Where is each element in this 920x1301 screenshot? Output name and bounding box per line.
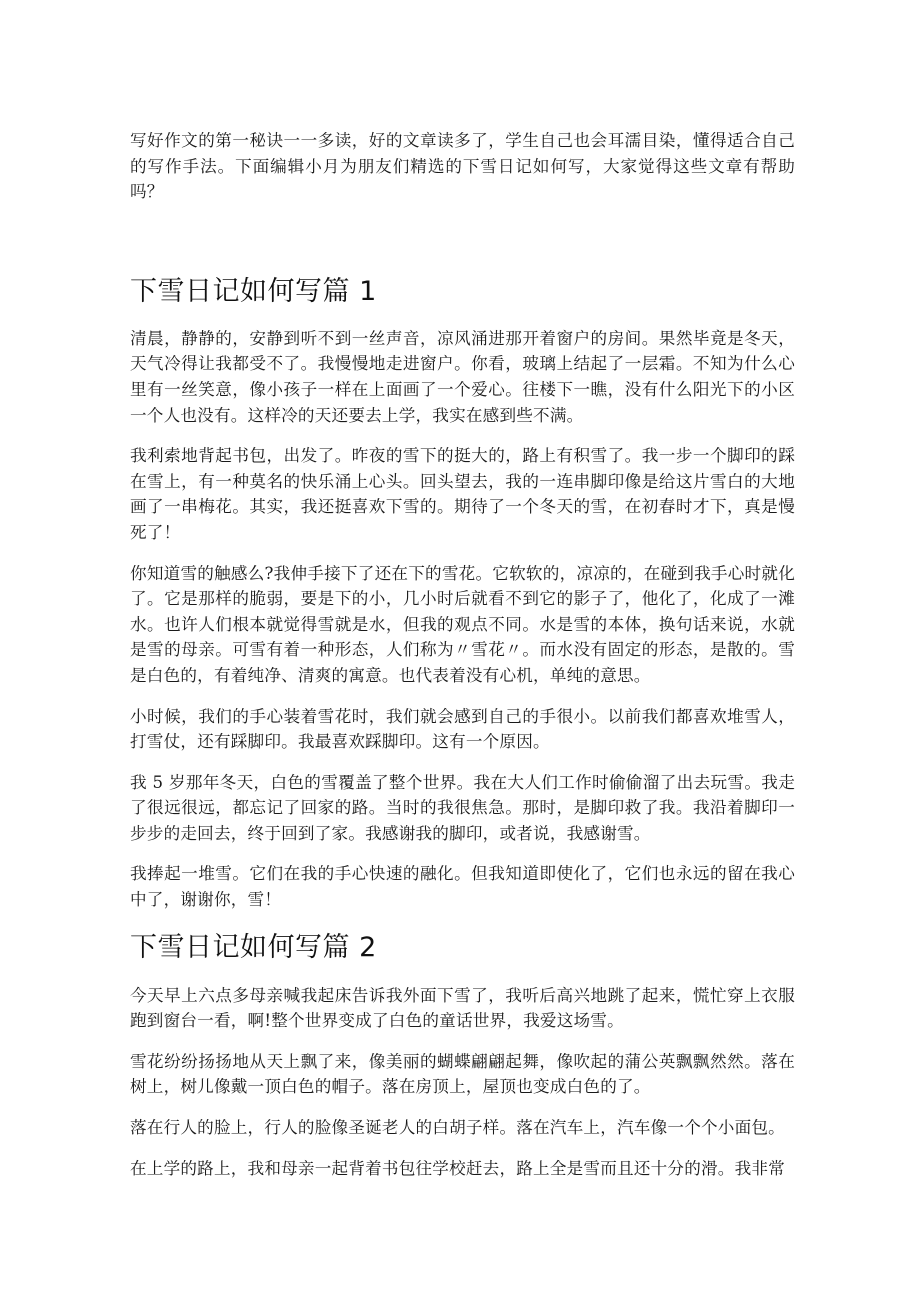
section-2-paragraph-3: 落在行人的脸上，行人的脸像圣诞老人的白胡子样。落在汽车上，汽车像一个个小面包。	[130, 1118, 785, 1138]
section-1-paragraph-2: 我利索地背起书包，出发了。昨夜的雪下的挺大的，路上有积雪了。我一步一个脚印的踩在雪上，有一种莫名的快乐涌上心头。回头望去，我的一连串脚印像是给这片雪白的大地画了一串梅花。其实，我还挺喜欢下雪的。期待了一个冬天的雪，在初春时才下，真是慢死了！	[130, 446, 795, 542]
section-1-paragraph-5: 我 5 岁那年冬天，白色的雪覆盖了整个世界。我在大人们工作时偷偷溜了出去玩雪。我走了很远很远，都忘记了回家的路。当时的我很焦急。那时，是脚印救了我。我沿着脚印一步步的走回去，终于回到了家。我感谢我的脚印，或者说，我感谢雪。	[130, 772, 795, 843]
section-2-paragraph-1: 今天早上六点多母亲喊我起床告诉我外面下雪了，我听后高兴地跳了起来，慌忙穿上衣服跑到窗台一看，啊!整个世界变成了白色的童话世界，我爱这场雪。	[130, 985, 795, 1031]
intro-paragraph: 写好作文的第一秘诀一一多读，好的文章读多了，学生自己也会耳濡目染，懂得适合自己的写作手法。下面编辑小月为朋友们精选的下雪日记如何写，大家觉得这些文章有帮助吗？	[130, 131, 795, 202]
section-1-paragraph-4: 小时候，我们的手心装着雪花时，我们就会感到自己的手很小。以前我们都喜欢堆雪人，打雪仗，还有踩脚印。我最喜欢踩脚印。这有一个原因。	[130, 706, 795, 752]
section-1-paragraph-6: 我捧起一堆雪。它们在我的手心快速的融化。但我知道即使化了，它们也永远的留在我心中了，谢谢你，雪！	[130, 864, 795, 910]
section-1-paragraph-3: 你知道雪的触感么?我伸手接下了还在下的雪花。它软软的，凉凉的，在碰到我手心时就化了。它是那样的脆弱，要是下的小，几小时后就看不到它的影子了，他化了，化成了一滩水。也许人们根本就觉得雪就是水，但我的观点不同。水是雪的本体，换句话来说，水就是雪的母亲。可雪有着一种形态，人们称为〃雪花〃。而水没有固定的形态，是散的。雪是白色的，有着纯净、清爽的寓意。也代表着没有心机，单纯的意思。	[130, 563, 795, 685]
section-1-paragraph-1: 清晨，静静的，安静到听不到一丝声音，凉风涌进那开着窗户的房间。果然毕竟是冬天，天气冷得让我都受不了。我慢慢地走进窗户。你看，玻璃上结起了一层霜。不知为什么心里有一丝笑意，像小孩子一样在上面画了一个爱心。往楼下一瞧，没有什么阳光下的小区一个人也没有。这样冷的天还要去上学，我实在感到些不满。	[130, 328, 795, 425]
document-body	[130, 128, 795, 1196]
section-2-paragraph-2: 雪花纷纷扬扬地从天上飘了来，像美丽的蝴蝶翩翩起舞，像吹起的蒲公英飘飘然然。落在树上，树儿像戴一顶白色的帽子。落在房顶上，屋顶也变成白色的了。	[130, 1051, 795, 1097]
section-2-heading: 下雪日记如何写篇 2	[130, 931, 377, 963]
section-2-paragraph-4: 在上学的路上，我和母亲一起背着书包往学校赶去，路上全是雪而且还十分的滑。我非常	[130, 1158, 785, 1178]
section-1-heading: 下雪日记如何写篇 1	[130, 275, 377, 307]
